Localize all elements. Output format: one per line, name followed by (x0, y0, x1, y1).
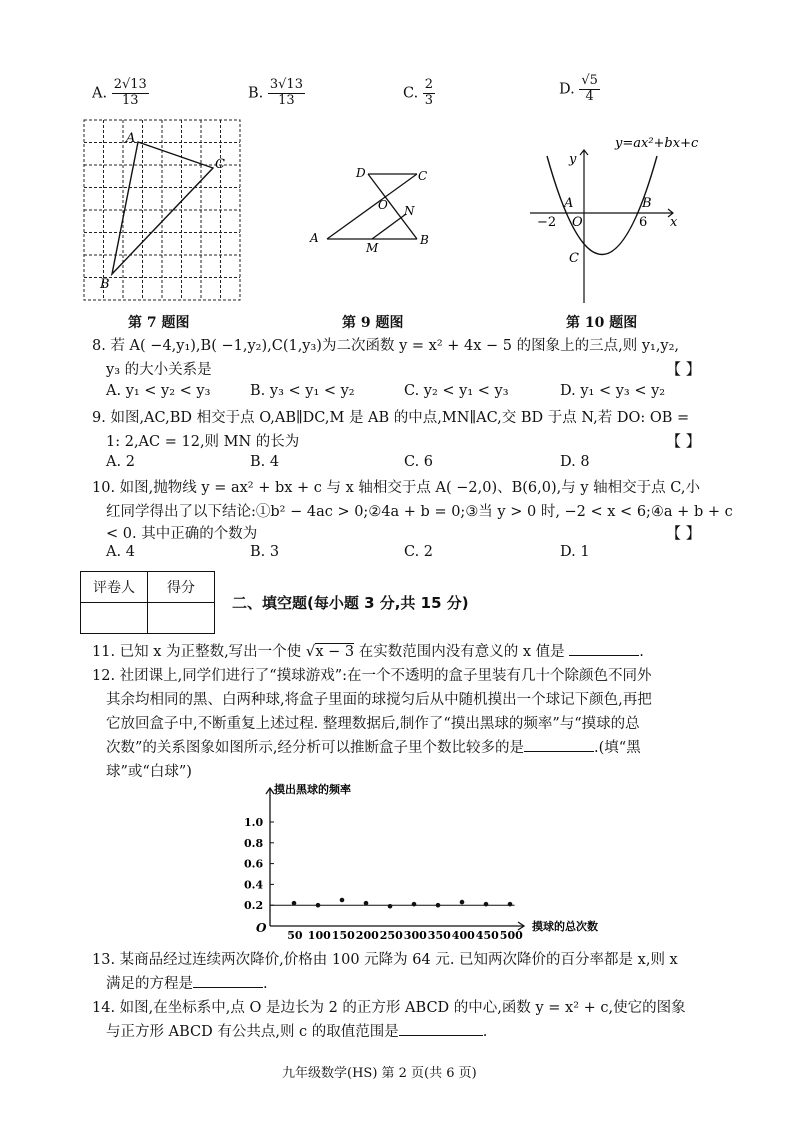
fig9-label-b: B (420, 233, 429, 247)
data-point (388, 904, 393, 909)
fig7-caption: 第 7 题图 (128, 315, 190, 331)
y-tick-label: 0.4 (244, 878, 264, 892)
q6-option-a: A. $\frac{2√13}{13}$ (92, 77, 147, 108)
q11-stem: 11. 已知 x 为正整数,写出一个使 √x − 3 在实数范围内没有意义的 x 值是 . (92, 642, 644, 660)
q8-option-d: D. y₁ < y₃ < y₂ (560, 383, 666, 399)
q12-stem-line4: 次数”的关系图象如图所示,经分析可以推断盒子里个数比较多的是 .(填“黑 (106, 740, 641, 756)
q10-stem-line1: 10. 如图,抛物线 y = ax² + bx + c 与 x 轴相交于点 A( −2,0)、B(6,0),与 y 轴相交于点 C,小 (92, 480, 700, 496)
x-tick-label: 200 (355, 929, 379, 940)
x-tick-label: 150 (331, 929, 355, 940)
fig10-label-b: B (642, 196, 652, 211)
data-point (292, 901, 297, 906)
data-point (436, 903, 441, 908)
fig10-label-c: C (569, 251, 579, 266)
fig7-label-b: B (100, 277, 110, 292)
q12-answer-blank[interactable] (524, 739, 594, 752)
q6-option-b: B. $\frac{3√13}{13}$ (248, 77, 303, 108)
data-point (412, 902, 417, 907)
q10-option-c: C. 2 (404, 544, 434, 560)
fig10-label-x: x (670, 215, 678, 230)
score-table-score-header: 得分 (148, 572, 215, 603)
y-tick-label: 0.2 (244, 899, 264, 913)
fig9-label-d: D (356, 166, 366, 180)
q9-answer-bracket: 【 】 (666, 432, 701, 450)
fig9-label-a: A (310, 231, 319, 245)
fig7-label-c: C (215, 157, 225, 172)
q10-option-d: D. 1 (560, 544, 590, 560)
score-table (80, 571, 215, 634)
fig10-label-o: O (572, 215, 583, 230)
fig9-label-m: M (366, 241, 379, 255)
fig10-equation: y=ax²+bx+c (615, 136, 699, 151)
q8-stem-line1: 8. 若 A( −4,y₁),B( −1,y₂),C(1,y₃)为二次函数 y = x² + 4x − 5 的图象上的三点,则 y₁,y₂, (92, 338, 680, 354)
fig10-label-a: A (564, 196, 574, 211)
q6-option-d: D. $\frac{√5}{4}$ (559, 73, 598, 104)
data-point (316, 903, 321, 908)
q12-frequency-chart (230, 780, 630, 940)
q13-answer-blank[interactable] (193, 975, 263, 988)
q14-stem-line2: 与正方形 ABCD 有公共点,则 c 的取值范围是 . (106, 1024, 488, 1040)
q10-option-b: B. 3 (250, 544, 280, 560)
q12-stem-line3: 它放回盒子中,不断重复上述过程. 整理数据后,制作了“摸出黑球的频率”与“摸球的总 (106, 716, 640, 732)
fig10-label-minus2: −2 (537, 215, 557, 230)
y-tick-label: 0.8 (244, 836, 264, 850)
q8-stem-line2: y₃ 的大小关系是 (106, 362, 212, 378)
q10-stem-line3: < 0. 其中正确的个数为 (106, 526, 258, 542)
q9-option-b: B. 4 (250, 454, 280, 470)
score-table-grader-cell[interactable] (81, 603, 148, 634)
q11-answer-blank[interactable] (569, 643, 639, 656)
q12-stem-line2: 其余均相同的黑、白两种球,将盒子里面的球搅匀后从中随机摸出一个球记下颜色,再把 (106, 692, 652, 708)
figure-10 (525, 128, 725, 308)
x-tick-label: 300 (403, 929, 427, 940)
q9-option-a: A. 2 (106, 454, 135, 470)
q8-option-b: B. y₃ < y₁ < y₂ (250, 383, 355, 399)
y-tick-label: 1.0 (244, 816, 264, 829)
q9-option-d: D. 8 (560, 454, 590, 470)
fig10-caption: 第 10 题图 (566, 315, 638, 331)
fig9-label-o: O (378, 198, 388, 212)
y-tick-label: 0.6 (244, 857, 264, 871)
fig9-label-c: C (418, 169, 428, 183)
section-2-title: 二、填空题(每小题 3 分,共 15 分) (232, 594, 469, 612)
chart-xlabel: 摸球的总次数 (532, 920, 598, 933)
q10-stem-line2: 红同学得出了以下结论:①b² − 4ac > 0;②4a + b = 0;③当 y > 0 时, −2 < x < 6;④a + b + c (106, 504, 733, 520)
score-table-score-cell[interactable] (148, 603, 215, 634)
q12-stem-line5: 球”或“白球”) (106, 764, 192, 780)
q9-option-c: C. 6 (404, 454, 434, 470)
data-point (460, 900, 465, 905)
chart-origin: O (256, 921, 267, 935)
data-point (340, 898, 345, 903)
q13-stem-line2: 满足的方程是 . (106, 976, 268, 992)
q14-answer-blank[interactable] (399, 1023, 483, 1036)
q13-stem-line1: 13. 某商品经过连续两次降价,价格由 100 元降为 64 元. 已知两次降价的百分率都是 x,则 x (92, 952, 678, 968)
score-table-grader-header: 评卷人 (81, 572, 148, 603)
fig9-caption: 第 9 题图 (342, 315, 404, 331)
x-tick-label: 450 (475, 929, 499, 940)
x-tick-label: 50 (287, 929, 303, 940)
x-tick-label: 400 (451, 929, 475, 940)
x-tick-label: 100 (307, 929, 331, 940)
x-tick-label: 350 (427, 929, 451, 940)
fig7-label-a: A (126, 131, 136, 146)
q8-option-a: A. y₁ < y₂ < y₃ (106, 383, 211, 399)
data-point (364, 901, 369, 906)
page-footer: 九年级数学(HS) 第 2 页(共 6 页) (282, 1066, 477, 1081)
data-point (508, 902, 513, 907)
q9-stem-line1: 9. 如图,AC,BD 相交于点 O,AB∥DC,M 是 AB 的中点,MN∥AC,交 BD 于点 N,若 DO: OB = (92, 410, 690, 426)
chart-ylabel: 摸出黑球的频率 (274, 783, 351, 796)
q10-option-a: A. 4 (106, 544, 135, 560)
q8-answer-bracket: 【 】 (666, 360, 701, 378)
x-tick-label: 250 (379, 929, 403, 940)
q8-option-c: C. y₂ < y₁ < y₃ (404, 383, 509, 399)
fig10-label-6: 6 (639, 215, 648, 230)
fig9-label-n: N (404, 204, 415, 218)
q12-stem-line1: 12. 社团课上,同学们进行了“摸球游戏”:在一个不透明的盒子里装有几十个除颜色不同外 (92, 668, 652, 684)
q9-stem-line2: 1: 2,AC = 12,则 MN 的长为 (106, 434, 300, 450)
q6-option-c: C. $\frac{2}{3}$ (403, 77, 434, 108)
figure-9 (300, 160, 450, 260)
q10-answer-bracket: 【 】 (666, 524, 701, 542)
fig10-label-y: y (569, 152, 577, 167)
figure-7 (82, 118, 244, 304)
data-point (484, 902, 489, 907)
q14-stem-line1: 14. 如图,在坐标系中,点 O 是边长为 2 的正方形 ABCD 的中心,函数 y = x² + c,使它的图象 (92, 1000, 686, 1016)
x-tick-label: 500 (499, 929, 523, 940)
